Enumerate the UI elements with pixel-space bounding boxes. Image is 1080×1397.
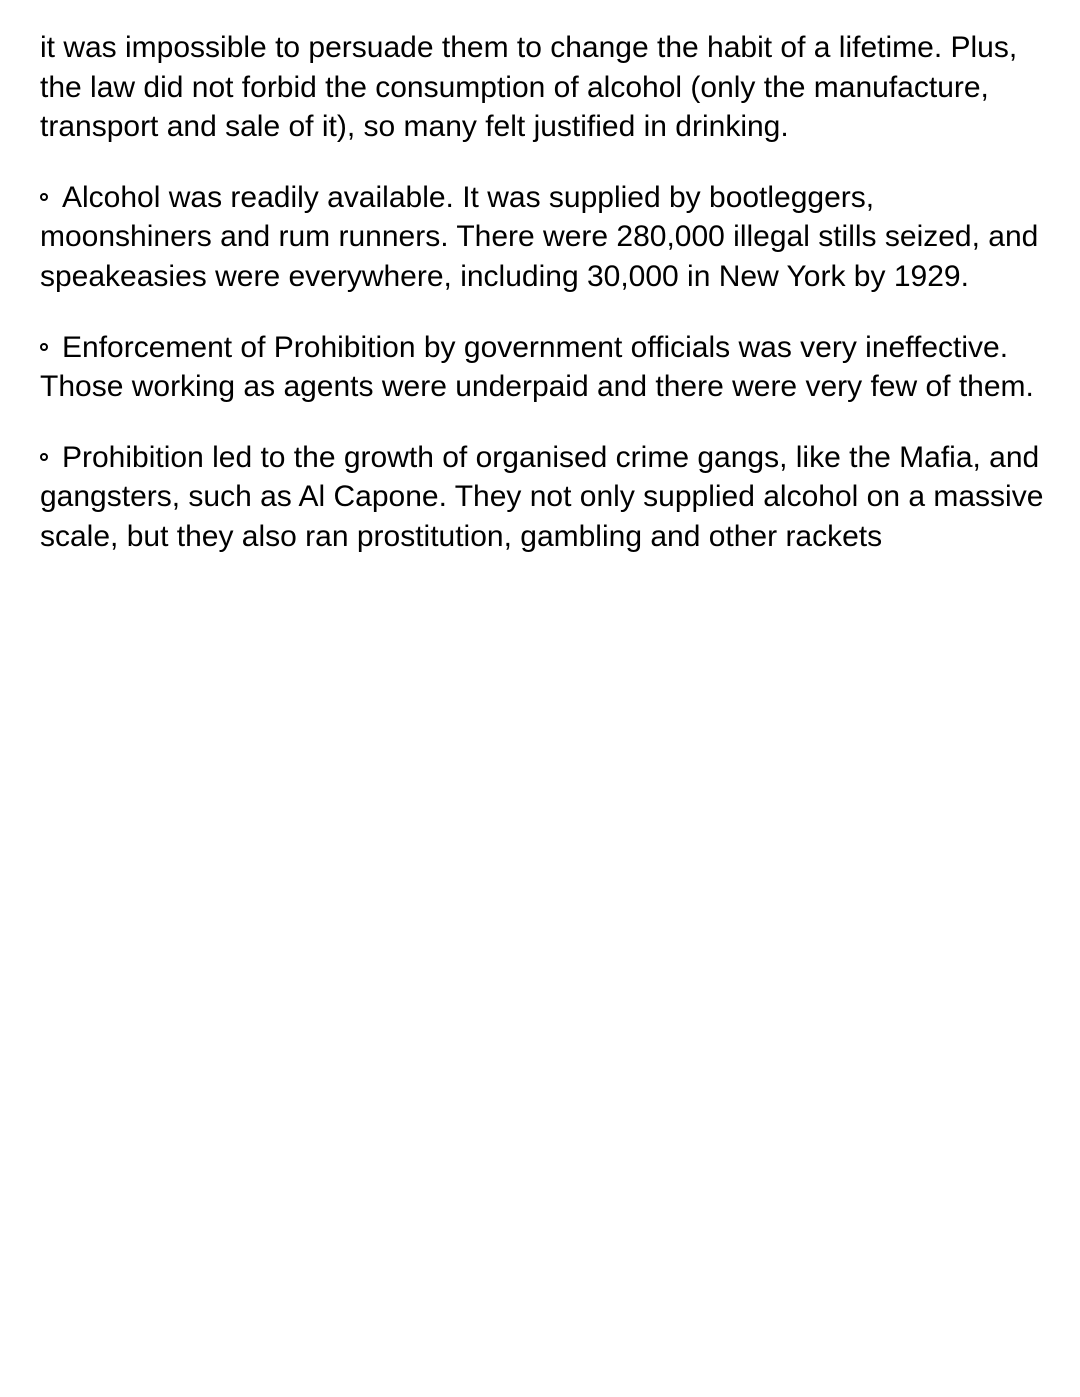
bullet-item-available: [40, 178, 1050, 297]
bullet-item-organised-crime: [40, 438, 1050, 557]
bullet-text: Enforcement of Prohibition by government officials was very ineffective. Those working as agents were underpaid and there were very few of them.: [40, 330, 1034, 404]
intro-paragraph: it was impossible to persuade them to change the habit of a lifetime. Plus, the law did not forbid the consumption of alcohol (only the manufacture, transport and sale of it), so many felt justified in drinking.: [40, 31, 1018, 144]
hollow-circle-bullet-icon: [40, 438, 62, 478]
bullet-text: Prohibition led to the growth of organised crime gangs, like the Mafia, and gangsters, such as Al Capone. They not only supplied alcohol on a massive scale, but they also ran prostitution, gambling and other rackets: [40, 440, 1044, 553]
document-page: [40, 28, 1050, 588]
bullet-item-enforcement: [40, 328, 1050, 407]
hollow-circle-bullet-icon: [40, 328, 62, 368]
bullet-text: Alcohol was readily available. It was supplied by bootleggers, moonshiners and rum runners. There were 280,000 illegal stills seized, and speakeasies were everywhere, including 30,000 in New York by 1929.: [40, 180, 1039, 293]
hollow-circle-bullet-icon: [40, 178, 62, 218]
